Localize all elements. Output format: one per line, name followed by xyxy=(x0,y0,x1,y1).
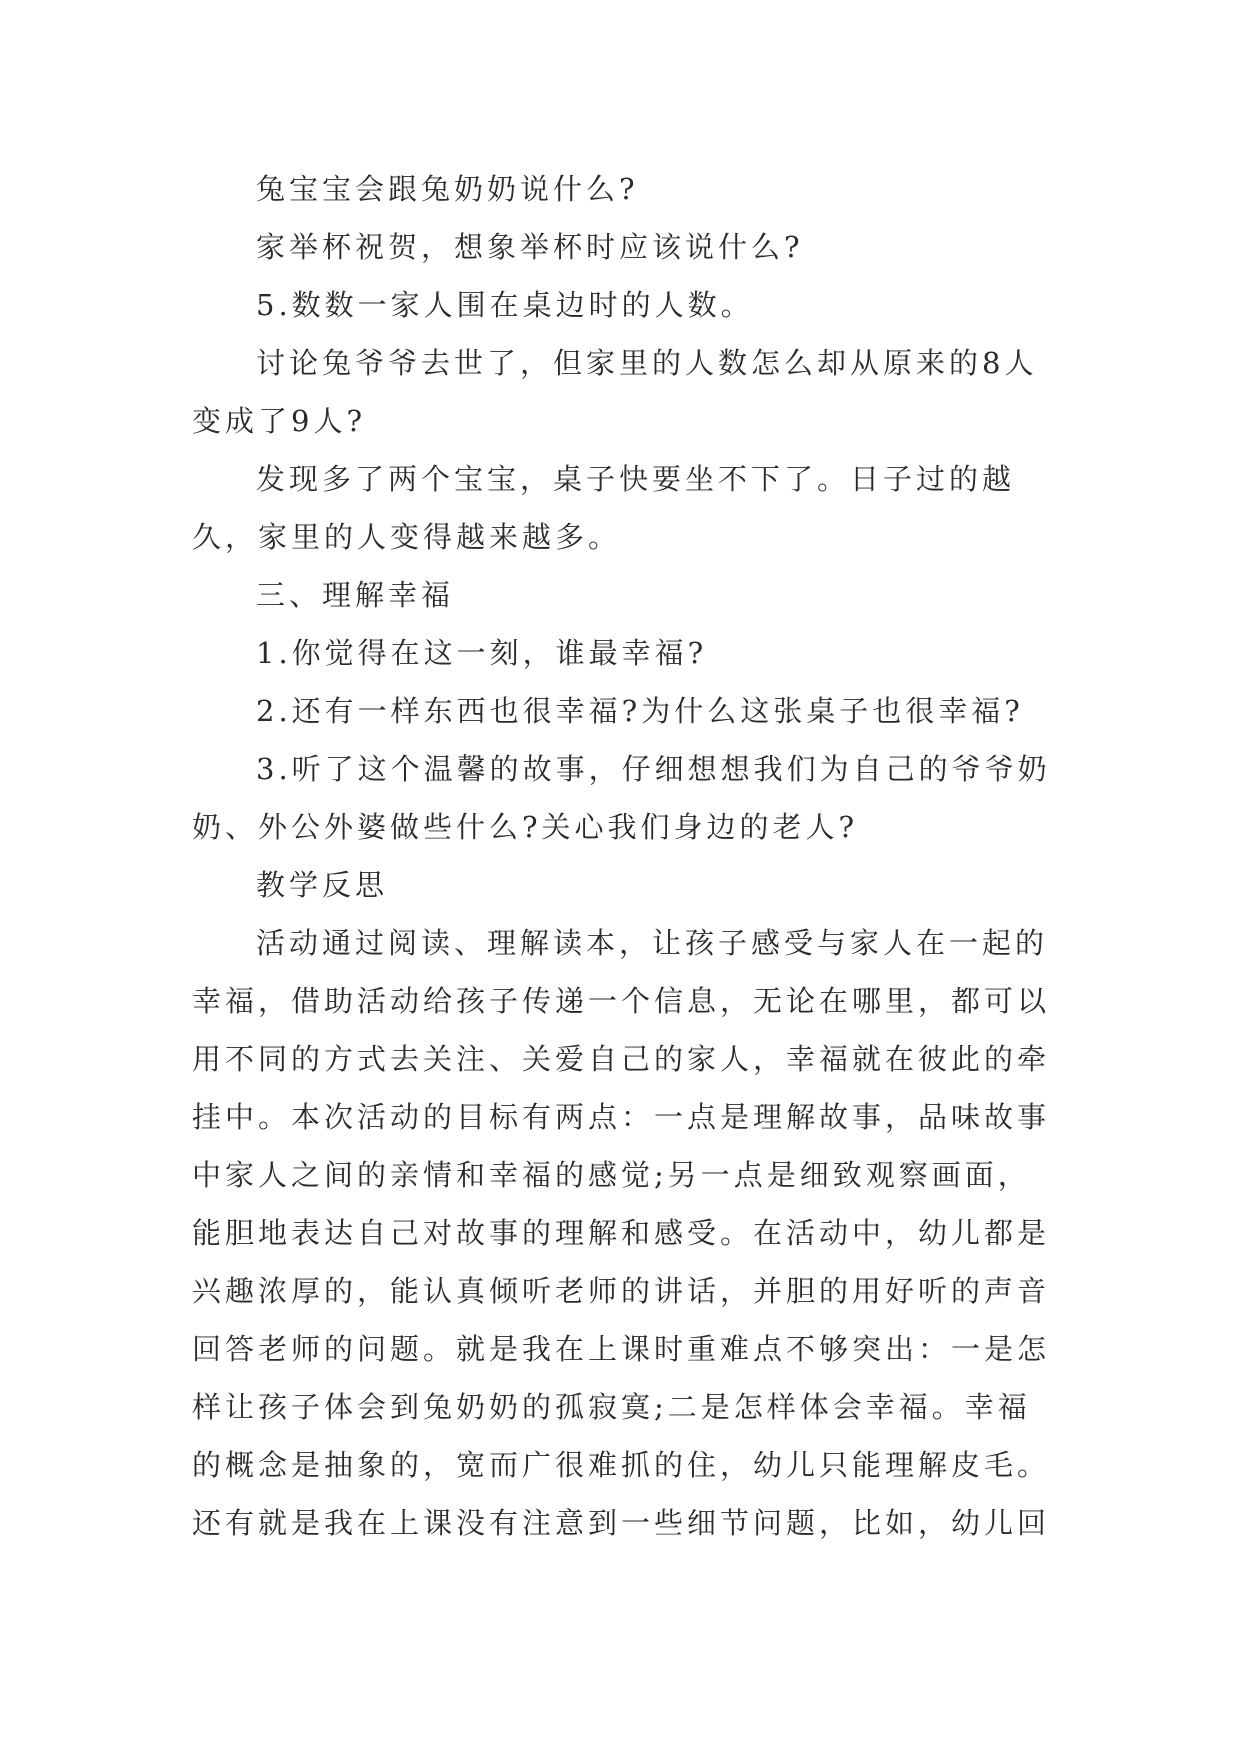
paragraph: 3.听了这个温馨的故事，仔细想想我们为自己的爷爷奶奶、外公外婆做些什么?关心我们身边的老人? xyxy=(192,752,1051,844)
paragraph: 兔宝宝会跟兔奶奶说什么? xyxy=(256,172,639,206)
section-heading: 教学反思 xyxy=(256,868,389,902)
document-body xyxy=(192,160,1052,1552)
paragraph: 1.你觉得在这一刻，谁最幸福? xyxy=(256,636,708,670)
paragraph: 活动通过阅读、理解读本，让孩子感受与家人在一起的幸福，借助活动给孩子传递一个信息，无论在哪里，都可以用不同的方式去关注、关爱自己的家人，幸福就在彼此的牵挂中。本次活动的目标有两点：一点是理解故事，品味故事中家人之间的亲情和幸福的感觉;另一点是细致观察画面，能胆地表达自己对故事的理解和感受。在活动中，幼儿都是兴趣浓厚的，能认真倾听老师的讲话，并胆的用好听的声音回答老师的问题。就是我在上课时重难点不够突出：一是怎样让孩子体会到兔奶奶的孤寂寞;二是怎样体会幸福。幸福的概念是抽象的，宽而广很难抓的住，幼儿只能理解皮毛。还有就是我在上课没有注意到一些细节问题，比如，幼儿回 xyxy=(192,926,1051,1540)
paragraph: 讨论兔爷爷去世了，但家里的人数怎么却从原来的8人变成了9人? xyxy=(192,346,1038,438)
paragraph: 2.还有一样东西也很幸福?为什么这张桌子也很幸福? xyxy=(256,694,1024,728)
paragraph: 家举杯祝贺，想象举杯时应该说什么? xyxy=(256,230,804,264)
section-heading: 三、理解幸福 xyxy=(256,578,455,612)
paragraph: 5.数数一家人围在桌边时的人数。 xyxy=(256,288,754,322)
paragraph: 发现多了两个宝宝，桌子快要坐不下了。日子过的越久，家里的人变得越来越多。 xyxy=(192,462,1016,554)
